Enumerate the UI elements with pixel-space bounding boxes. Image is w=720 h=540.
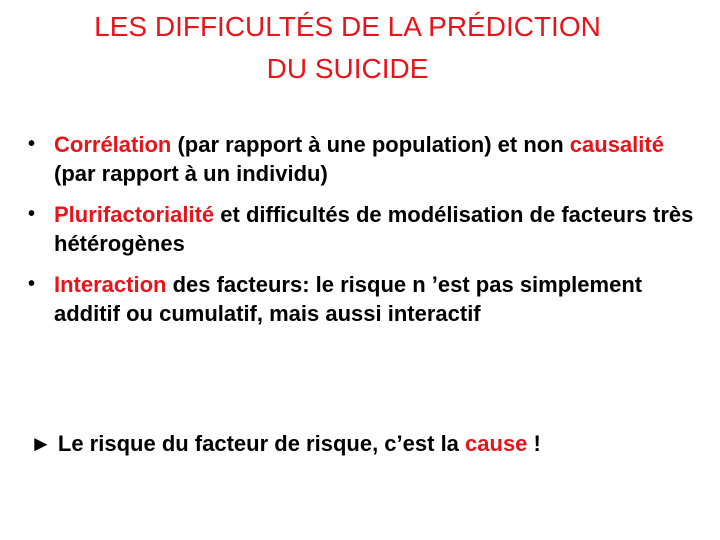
bullet-item-interaction bbox=[28, 270, 708, 328]
bullet-text: et difficultés de modélisation de facteurs très hétérogènes bbox=[54, 202, 694, 256]
term-cause: cause bbox=[465, 431, 528, 456]
term-plurifactorialite: Plurifactorialité bbox=[54, 202, 215, 227]
bullet-icon: • bbox=[28, 203, 36, 225]
bullet-icon: • bbox=[28, 133, 36, 155]
bullet-icon: • bbox=[28, 273, 36, 295]
conclusion bbox=[30, 428, 700, 460]
term-interaction: Interaction bbox=[54, 272, 167, 297]
conclusion-end: ! bbox=[527, 431, 541, 456]
conclusion-text: Le risque du facteur de risque, c’est la bbox=[51, 431, 466, 456]
bullet-text: (par rapport à un individu) bbox=[54, 161, 328, 186]
right-arrow-icon: ► bbox=[30, 431, 52, 456]
bullet-item-plurifactorialite bbox=[28, 200, 708, 258]
bullet-list bbox=[28, 130, 708, 340]
slide-title-line2: DU SUICIDE bbox=[266, 53, 429, 84]
bullet-item-correlation bbox=[28, 130, 708, 188]
bullet-text: des facteurs: le risque n ’est pas simplement additif ou cumulatif, mais aussi interactif bbox=[54, 272, 643, 326]
slide-title-line1: LES DIFFICULTÉS DE LA PRÉDICTION bbox=[94, 11, 601, 42]
term-causalite: causalité bbox=[569, 132, 664, 157]
bullet-text: (par rapport à une population) et non bbox=[171, 132, 570, 157]
slide-title bbox=[30, 6, 665, 90]
term-correlation: Corrélation bbox=[54, 132, 172, 157]
